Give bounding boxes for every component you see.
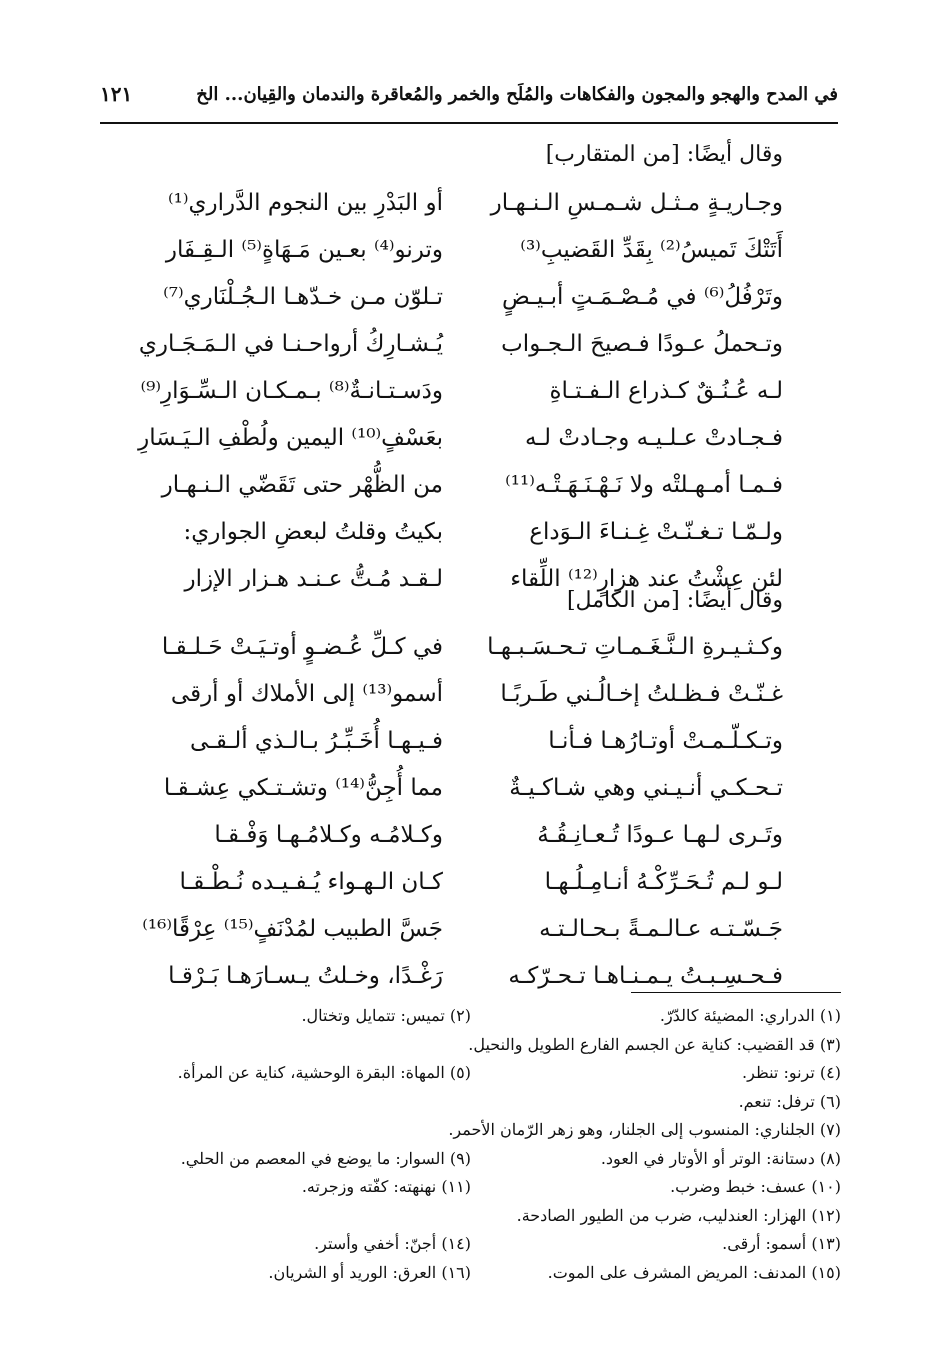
hemistich-first: فـمـا أمـهـلتْه ولا نَـهْـنَـهَـتْـه⁽¹¹⁾ [505, 472, 783, 498]
footnote: (١٣) أسمو: أرقى. [722, 1234, 841, 1253]
hemistich-first: وتـكـلّـمـتْ أوتـارُهـا فـأنـا [548, 728, 783, 754]
poem2 [142, 634, 783, 1010]
hemistich-second: تـلوّن مـن خـدّهـا الـجُـلْنَاري⁽⁷⁾ [163, 284, 443, 310]
footnote: (١٥) المدنف: المريض المشرف على الموت. [547, 1262, 841, 1282]
hemistich-second: بعَسْفٍ⁽¹⁰⁾ اليمين ولُطْفِ الـيَـسَارِ [138, 425, 443, 451]
page-number: ١٢١ [100, 82, 133, 106]
hemistich-first: غـنّـتْ فـظـلتُ إخـالُـني طَـربًـا [500, 681, 783, 707]
footnote-separator [631, 992, 841, 993]
verse [153, 822, 783, 869]
poem1 [138, 190, 783, 613]
footnote-row [101, 1263, 841, 1292]
hemistich-second: رَغْـدًا، وخـلتُ يـسـارَهـا بَـرْقـا [168, 963, 443, 989]
footnote-row [101, 1092, 841, 1121]
hemistich-first: لئن عِشْتُ عند هزارٍ⁽¹²⁾ اللِّقاء [510, 566, 783, 592]
verse [153, 869, 783, 916]
footnote: (١٠) عسف: خبط وضرب. [670, 1177, 841, 1196]
verse [153, 775, 783, 822]
hemistich-second: وترنو⁽⁴⁾ بعـين مَـهَاةٍ⁽⁵⁾ الـقِـفَار [165, 237, 443, 263]
footnote: (١٤) أجنّ: أخفي وأستر. [314, 1234, 471, 1253]
hemistich-first: تـحـكـي أنـيـني وهي شـاكـيـةٌ [509, 775, 783, 801]
poem2-intro: وقال أيضًا: [من الكامل] [566, 588, 783, 613]
hemistich-second: كـان الـهـواء يُـفـيـده نُـطْـقـا [179, 869, 443, 895]
footnote: (١) الدراري: المضيئة كالدّرّ. [659, 1006, 841, 1025]
hemistich-second: بكيتُ وقلتُ لبعضِ الجواري: [183, 519, 443, 545]
footnote-row [101, 1234, 841, 1263]
hemistich-second: وكـلامُـه وكـلامُـهـا وَفْـقـا [214, 822, 443, 848]
hemistich-first: وتَرْفُلُ⁽⁶⁾ في مُـصْـمَـتٍ أبـيـضٍ [502, 284, 783, 310]
hemistich-first: وتَـرى لـهـا عـودًا تُـعـانِـقُـهُ [537, 822, 783, 848]
hemistich-first: لـه عُـنُـقٌ كـذراع الـفـتـاةِ [549, 378, 783, 404]
verse [142, 916, 783, 963]
footnote-row [101, 1035, 841, 1064]
verse [153, 634, 783, 681]
verse [153, 284, 783, 331]
hemistich-second: في كـلِّ عُـضـوٍ أوتـيَـتْ حَـلـقـا [161, 634, 443, 660]
footnote: (٧) الجلناري: المنسوب إلى الجلنار، وهو زهر الرّمان الأحمر. [448, 1120, 841, 1139]
verse [153, 237, 783, 284]
footnote-row [101, 1120, 841, 1149]
footnotes [101, 1006, 841, 1291]
hemistich-second: لـقـد مُـتُّ عـنـد هـزار الإزار [184, 566, 443, 592]
hemistich-first: فـجـادتْ عـلـيـه وجـادتْ لـه [524, 425, 783, 451]
hemistich-second: ودَسـتـانـةٌ⁽⁸⁾ بـمـكـان الـسِّـوَارِ⁽⁹⁾ [140, 378, 443, 404]
footnote: (١٢) الهزار: العندليب، ضرب من الطيور الصادحة. [516, 1205, 841, 1225]
footnote: (١١) نهنهته: كفّته وزجرته. [301, 1177, 471, 1196]
hemistich-first: وكـثـيـرةِ الـنَّـغَـمـاتِ تـحـسَـبـهـا [487, 634, 783, 660]
hemistich-second: أسمو⁽¹³⁾ إلى الأملاك أو أرقى [170, 681, 443, 707]
verse [153, 519, 783, 566]
verse [138, 331, 783, 378]
footnote-row [101, 1006, 841, 1035]
verse [140, 378, 783, 425]
footnote-row [101, 1149, 841, 1178]
running-title: في المدح والهجو والمجون والفكاهات والمُلَح والخمر والمُعاقرة والندمان والقِيان... الخ [196, 84, 838, 105]
hemistich-first: جَـسّـتـه عـالـمـةً بـحـالـتـه [539, 916, 783, 942]
footnote-row [101, 1177, 841, 1206]
verse [153, 472, 783, 519]
verse [153, 190, 783, 237]
footnote-row [101, 1063, 841, 1092]
footnote: (١٦) العرق: الوريد أو الشريان. [268, 1262, 471, 1282]
footnote: (٦) ترفل: تنعم. [738, 1091, 841, 1111]
verse [138, 425, 783, 472]
hemistich-second: فـيـهـا أُخَـبِّـرُ بـالـذي ألـقـى [189, 728, 443, 754]
footnote-row [101, 1206, 841, 1235]
footnote: (٢) تميس: تتمايل وتختال. [301, 1006, 471, 1025]
hemistich-first: وجـاريـةٍ مـثـل شـمـسِ الـنـهـار [490, 190, 783, 216]
hemistich-first: ولـمّـا تـغـنّـتْ غِـنـاءَ الـوَداع [529, 519, 783, 545]
footnote: (٤) ترنو: تنظر. [742, 1063, 841, 1082]
page-header [100, 80, 838, 124]
poem1-intro: وقال أيضًا: [من المتقارب] [545, 142, 783, 167]
verse [153, 963, 783, 1010]
hemistich-second: مما أُجِنُّ⁽¹⁴⁾ وتشـتـكي عِشـقـا [163, 775, 443, 801]
footnote: (٣) قد القضيب: كناية عن الجسم الفارع الطويل والنحيل. [468, 1034, 841, 1054]
hemistich-second: جَسَّ الطبيب لمُدْنَفٍ⁽¹⁵⁾ عِرْقًا⁽¹⁶⁾ [142, 916, 443, 942]
hemistich-second: من الظُّهْر حتى تَقَضّي الـنـهـار [161, 472, 443, 498]
hemistich-first: لـو لـم تُـحَـرِّكْـهُ أنـامِـلُـهـا [544, 869, 783, 895]
footnote: (٨) دستانة: الوتر أو الأوتار في العود. [600, 1148, 841, 1168]
verse [153, 728, 783, 775]
hemistich-first: وتـحملُ عـودًا فـصيحَ الـجـواب [501, 331, 783, 357]
verse [153, 681, 783, 728]
footnote: (٥) المهاة: البقرة الوحشية، كناية عن المرأة. [177, 1063, 471, 1082]
hemistich-second: يُـشـارِكُ أرواحـنـا في الـمَـجَـاري [138, 331, 443, 357]
hemistich-first: أَتَتْكَ تَميسُ⁽²⁾ بِقَدِّ القَضيبِ⁽³⁾ [520, 237, 783, 263]
hemistich-first: فـحـسِـبـتُ يـمـنـاهـا تـحـرّكـه [508, 963, 783, 989]
hemistich-second: أو البَدْرِ بين النجوم الدَّراري⁽¹⁾ [167, 190, 443, 216]
footnote: (٩) السوار: ما يوضع في المعصم من الحلي. [180, 1148, 471, 1168]
